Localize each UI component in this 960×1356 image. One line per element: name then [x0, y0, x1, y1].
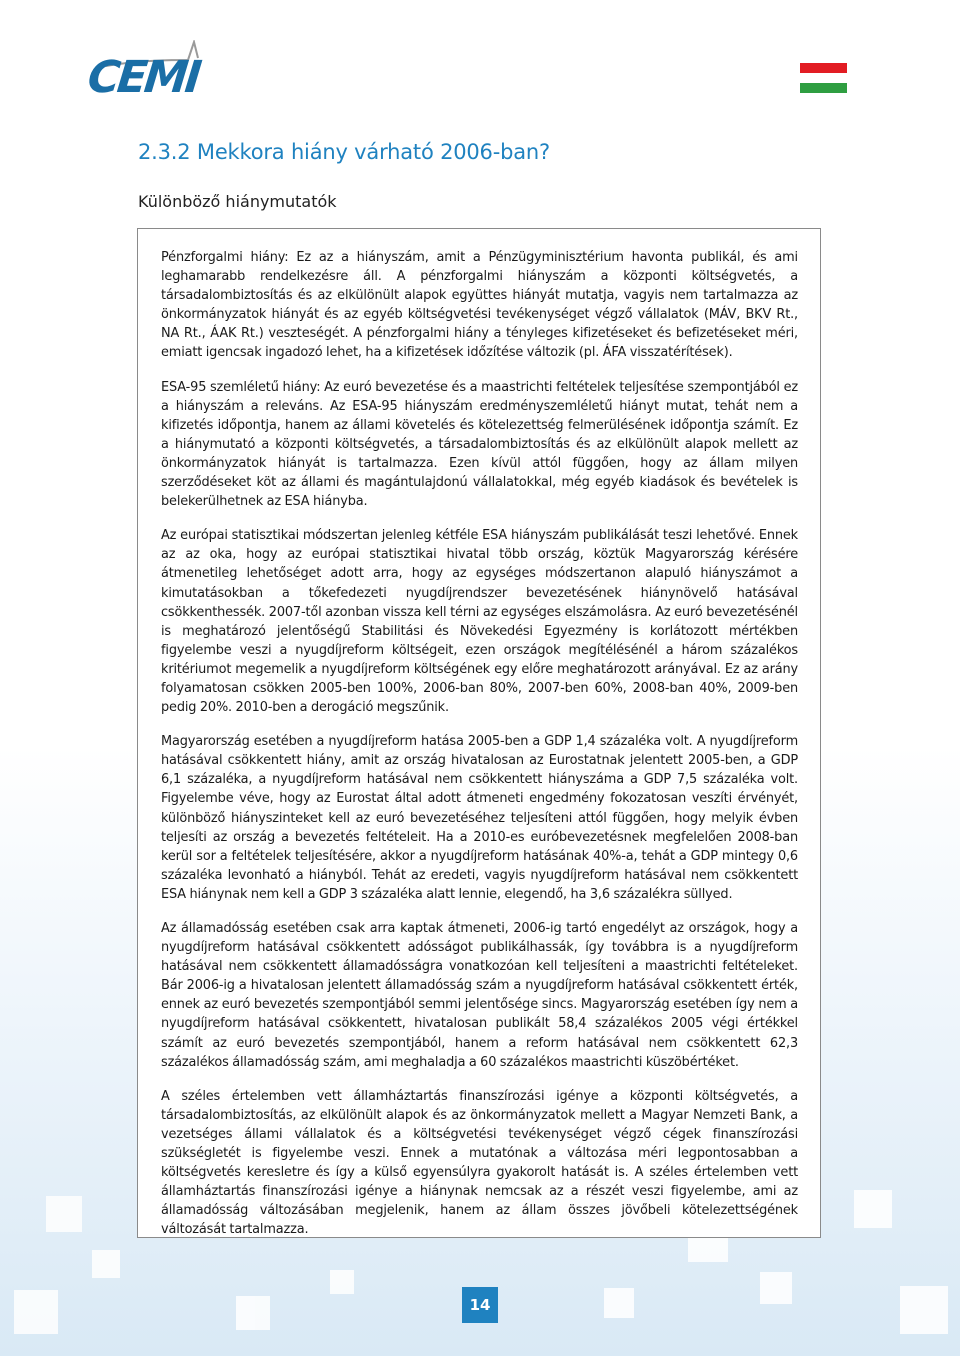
deco-square — [330, 1270, 354, 1294]
paragraph-nyugdijreform-hatasa: Magyarország esetében a nyugdíjreform hatása 2005-ben a GDP 1,4 százaléka volt. A nyugdíjreform hatásával csökkentett hiány, amit az ország hivatalosan az Eurostatnak jelentett 2005-ben, a GDP 6,1 százaléka, a nyugdíjreform hatásával nem csökkentett hiányszáma a GDP 7,5 százaléka volt. Figyelembe véve, hogy az Eurostat által adott átmeneti engedmény fokozatosan veszíti érvényét, különböző hiányszinteket kell az euró bevezetéséhez teljesíteni attól függően, hogy melyik évben teljesíti az ország a bevezetés feltételeit. Ha a 2010-es euróbevezetésnek megfelelően 2008-ban kerül sor a feltételek teljesítésére, akkor a nyugdíjreform hatásának 40%-a, tehát a GDP mintegy 0,6 százaléka levonható a hiányból. Tehát az eredeti, vagyis nyugdíjreform hatásával nem csökkentett ESA hiánynak nem kell a GDP 3 százaléka alatt lennie, elegendő, ha 3,6 százalékra süllyed. — [161, 734, 798, 902]
section-subtitle: Különböző hiánymutatók — [138, 192, 337, 211]
paragraph-finanszirozasi-igeny: A széles értelemben vett államháztartás finanszírozási igénye a központi költségvetés, a társadalombiztosítás, az elkülönült alapok és az önkormányzatok mellett a Magyar Nemzeti Bank, a vezetséges állami vállalatok és a költségvetési tevékenységet végző cégek finanszírozási szükségletét is figyelembe veszi. Ennek a mutatónak a változása méri legpontosabban a költségvetés keresletre és így a külső egyensúlyra gyakorolt hatását is. A széles értelemben vett államháztartás finanszírozási igénye a hiánynak nemcsak az a részét veszi figyelembe, ami az államadósság változásában megjelenik, hanem az állam összes jövőbeli kötelezettségének változását tartalmazza. — [161, 1088, 798, 1238]
paragraph-esa-modszertan: Az európai statisztikai módszertan jelenleg kétféle ESA hiányszám publikálását teszi lehetővé. Ennek az az oka, hogy az európai statisztikai hivatal több ország, köztük Magyarország kérésére átmenetileg lehetőséget adott arra, hogy az egységes módszertanon alapuló hiányszámot a kimutatásokban a tőkefedezeti nyugdíjrendszer bevezetésének hiánynövelő hatásával csökkenthessék. 2007-től azonban vissza kell térni az egységes elszámolásra. Az euró bevezetésénél is meghatározó jelentőségű Stabilitási és Növekedési Egyezmény is korlátozott mértékben figyelembe veszi a nyugdíjreform költségeit, ezen országok megítélésénél a három százalékos kritériumot megemelik a nyugdíjreform költségének egy előre meghatározott arányával. Ez az arány folyamatosan csökken 2005-ben 100%, 2006-ban 80%, 2007-ben 60%, 2008-ban 40%, 2009-ben pedig 20%. 2010-ben a derogáció megszűnik. — [161, 528, 798, 716]
deco-square — [46, 1196, 82, 1232]
flag-stripe-green — [800, 83, 847, 93]
logo-text: CEMI — [85, 52, 202, 103]
paragraph-penzforgalmi-hiany: Pénzforgalmi hiány: Ez az a hiányszám, amit a Pénzügyminisztérium havonta publikál, és ami leghamarabb rendelkezésre áll. A pénzforgalmi hiányszám a központi költségvetés, a társadalombiztosítás és az elkülönült alapok együttes hiányát mutatja, vagyis nem tartalmazza az önkormányzatok hiányát és az egyéb költségvetési tevékenységet végző vállalatok (MÁV, BKV Rt., NA Rt., ÁAK Rt.) veszteségét. A pénzforgalmi hiány a tényleges kifizetéseket és befizetéseket méri, emiatt igencsak ingadozó lehet, ha a kifizetések időzítése változik (pl. ÁFA visszatérítések). — [161, 250, 798, 361]
cemi-logo — [85, 40, 218, 106]
deco-square — [604, 1288, 634, 1318]
paragraph-allamadossag: Az államadósság esetében csak arra kaptak átmeneti, 2006-ig tartó engedélyt az országok, hogy a nyugdíjreform hatásával csökkentett adósságot publikálhassák, így továbbra is a nyugdíjreform hatásával nem csökkentett államadósságra vonatkozóan kell teljesíteni a maastrichti feltételeket. Bár 2006-ig a hivatalosan jelentett államadósság szám a nyugdíjreform hatásával csökkentett érték, ennek az euró bevezetés szempontjából semmi jelentősége sincs. Magyarország esetében így nem a nyugdíjreform hatásával csökkentett, hivatalosan publikált 58,4 százalékos 2005 végi értékkel számít az euró bevezetés szempontjából, hanem a reform hatásával nem csökkentett 62,3 százalékos államadósság szám, ami meghaladja a 60 százalékos maastrichti küszöbértéket. — [161, 921, 798, 1070]
flag-stripe-red — [800, 63, 847, 73]
body-text — [161, 248, 798, 1240]
deco-square — [854, 1190, 892, 1228]
paragraph-esa95-hiany: ESA-95 szemléletű hiány: Az euró bevezetése és a maastrichti feltételek teljesítése szempontjából ez a hiányszám a releváns. Az ESA-95 hiányszám eredményszemléletű hiányt mutat, tehát nem a kifizetés időpontja, hanem az állami követelés és kötelezettség felmerülésének időpontja számít. Ez a hiánymutató a központi költségvetés, a társadalombiztosítás és az elkülönült alapok mellett az önkormányzatok hiányát is tartalmazza. Ezen kívül attól függően, hogy az állam milyen szerződéseket köt az állami és magántulajdonú vállalatokkal, még egyéb kiadások és bevételek is belekerülhetnek az ESA hiányba. — [161, 379, 798, 510]
deco-square — [14, 1290, 58, 1334]
flag-stripe-white — [800, 73, 847, 83]
section-title: 2.3.2 Mekkora hiány várható 2006-ban? — [138, 140, 550, 164]
text-frame — [137, 228, 821, 1238]
deco-square — [236, 1296, 270, 1330]
hungarian-flag-icon — [800, 63, 847, 93]
deco-square — [92, 1250, 120, 1278]
deco-square — [760, 1272, 792, 1304]
deco-square — [900, 1286, 948, 1334]
page-number: 14 — [462, 1287, 498, 1323]
